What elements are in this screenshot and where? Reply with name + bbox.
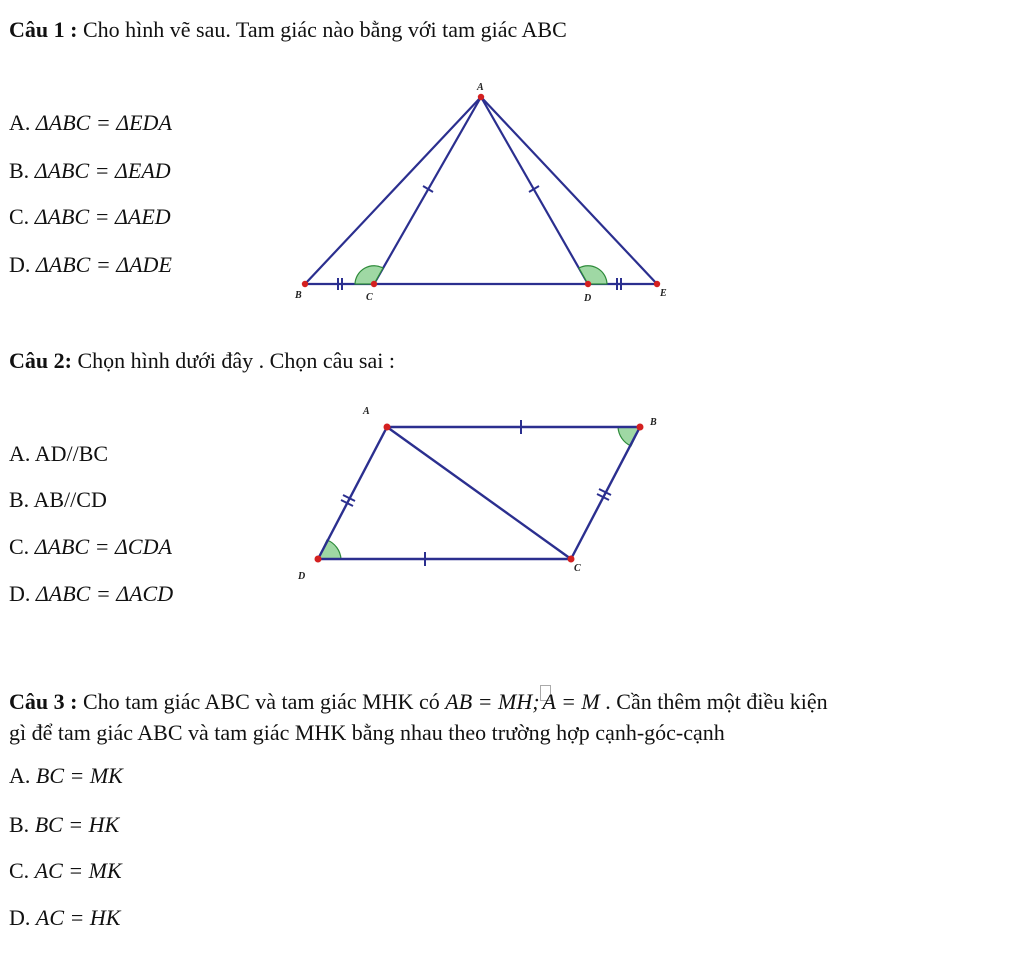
q1-label-e: E — [660, 288, 667, 299]
q2-label-a: A — [363, 406, 370, 417]
q3-label: Câu 3 : — [9, 689, 78, 714]
q1-label: Câu 1 : — [9, 17, 78, 42]
q2-option-b[interactable]: B. AB//CD — [9, 487, 107, 512]
q2-text: Chọn hình dưới đây . Chọn câu sai : — [77, 348, 395, 373]
q3-text2: . Cần thêm một điều kiện — [605, 689, 828, 714]
q1-option-c[interactable]: C. ΔABC = ΔAED — [9, 204, 171, 229]
q3-text1: Cho tam giác ABC và tam giác MHK có — [82, 689, 440, 714]
q2-option-a[interactable]: A. AD//BC — [9, 441, 109, 466]
q1-label-a: A — [477, 82, 484, 93]
q1-option-d[interactable]: D. ΔABC = ΔADE — [9, 252, 172, 277]
q3-option-b[interactable]: B. BC = HK — [9, 812, 120, 837]
q3-option-c[interactable]: C. AC = MK — [9, 858, 122, 883]
q3-prompt-line2: gì để tam giác ABC và tam giác MHK bằng nhau theo trường hợp cạnh-góc-cạnh — [9, 720, 725, 745]
q1-label-d: D — [584, 293, 592, 304]
q3-math2: A = M — [542, 689, 600, 714]
q1-label-c: C — [366, 292, 373, 303]
q2-option-c[interactable]: C. ΔABC = ΔCDA — [9, 534, 172, 559]
q2-label-c: C — [574, 563, 581, 574]
q2-option-d[interactable]: D. ΔABC = ΔACD — [9, 581, 174, 606]
q3-option-a[interactable]: A. BC = MK — [9, 763, 123, 788]
q2-label: Câu 2: — [9, 348, 72, 373]
q2-point-a — [384, 424, 391, 431]
q1-label-b: B — [295, 290, 302, 301]
q2-point-c — [568, 556, 575, 563]
q2-angle-d — [318, 540, 341, 559]
q1-option-a[interactable]: A. ΔABC = ΔEDA — [9, 110, 172, 135]
q2-label-b: B — [650, 417, 657, 428]
q3-math1: AB = MH; — [445, 689, 540, 714]
q3-prompt-line1 — [9, 685, 828, 713]
q2-point-b — [637, 424, 644, 431]
q2-point-d — [315, 556, 322, 563]
q2-angle-b — [618, 427, 640, 446]
q2-label-d: D — [298, 571, 306, 582]
q1-option-b[interactable]: B. ΔABC = ΔEAD — [9, 158, 171, 183]
q3-option-d[interactable]: D. AC = HK — [9, 905, 121, 930]
q2-figure-lines — [318, 427, 640, 559]
q1-text: Cho hình vẽ sau. Tam giác nào bằng với tam giác ABC — [82, 17, 567, 42]
